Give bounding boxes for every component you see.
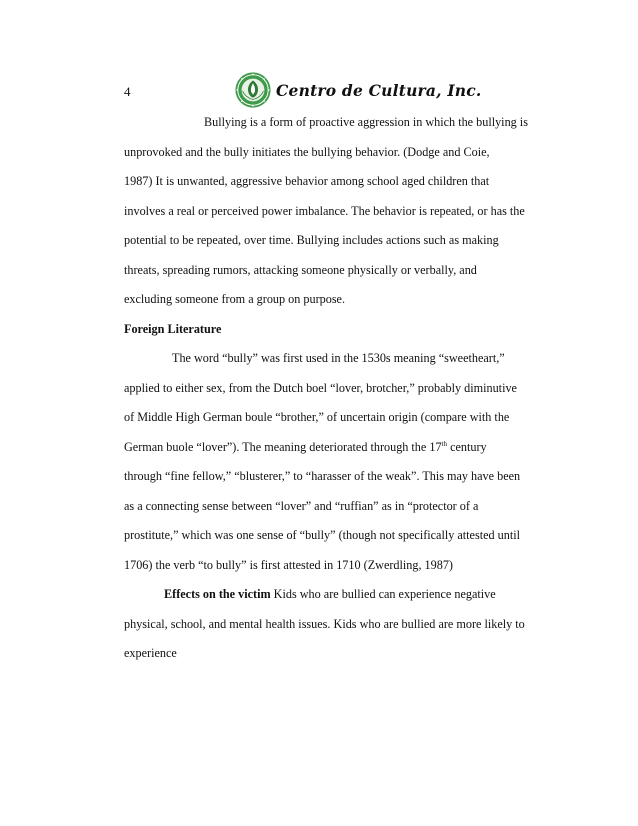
paragraph3-line: physical, school, and mental health issues. Kids who are bullied are more likely to	[124, 616, 525, 631]
paragraph1-line: threats, spreading rumors, attacking someone physically or verbally, and	[124, 262, 477, 277]
paragraph2-line: 1706) the verb “to bully” is first attested in 1710 (Zwerdling, 1987)	[124, 557, 453, 572]
document-body	[124, 108, 540, 669]
paragraph3-line: experience	[124, 646, 177, 660]
paragraph1-line: involves a real or perceived power imbalance. The behavior is repeated, or has the	[124, 203, 525, 218]
paragraph1-line: excluding someone from a group on purpose.	[124, 292, 346, 306]
organization-name: Centro de Cultura, Inc.	[276, 80, 482, 100]
superscript-th: th	[441, 439, 448, 448]
paragraph1-line: Bullying is a form of proactive aggression in which the bullying is	[204, 115, 528, 129]
paragraph2-line: German buole “lover”). The meaning deteriorated through the 17th century	[124, 439, 487, 454]
page-header	[234, 70, 482, 110]
paragraph1-line: unprovoked and the bully initiates the bullying behavior. (Dodge and Coie,	[124, 144, 490, 159]
paragraph2-line: prostitute,” which was one sense of “bully” (though not specifically attested until	[124, 528, 520, 542]
paragraph2-line: through “fine fellow,” “blusterer,” to “harasser of the weak”. This may have been	[124, 469, 521, 483]
paragraph2-line: as a connecting sense between “lover” and “ruffian” as in “protector of a	[124, 498, 479, 513]
paragraph1-line: 1987) It is unwanted, aggressive behavior among school aged children that	[124, 174, 490, 188]
green-seal-logo-icon	[234, 71, 272, 109]
paragraph1-line: potential to be repeated, over time. Bullying includes actions such as making	[124, 233, 499, 247]
paragraph2-line: The word “bully” was first used in the 1530s meaning “sweetheart,”	[172, 351, 505, 365]
section-heading: Foreign Literature	[124, 321, 222, 336]
page-number: 4	[124, 84, 131, 99]
paragraph2-line: of Middle High German boule “brother,” of uncertain origin (compare with the	[124, 410, 510, 424]
paragraph2-line: applied to either sex, from the Dutch boel “lover, brotcher,” probably diminutive	[124, 380, 517, 395]
paragraph3-line: Effects on the victim Kids who are bullied can experience negative	[164, 587, 496, 601]
bold-lead: Effects on the victim	[164, 587, 271, 601]
